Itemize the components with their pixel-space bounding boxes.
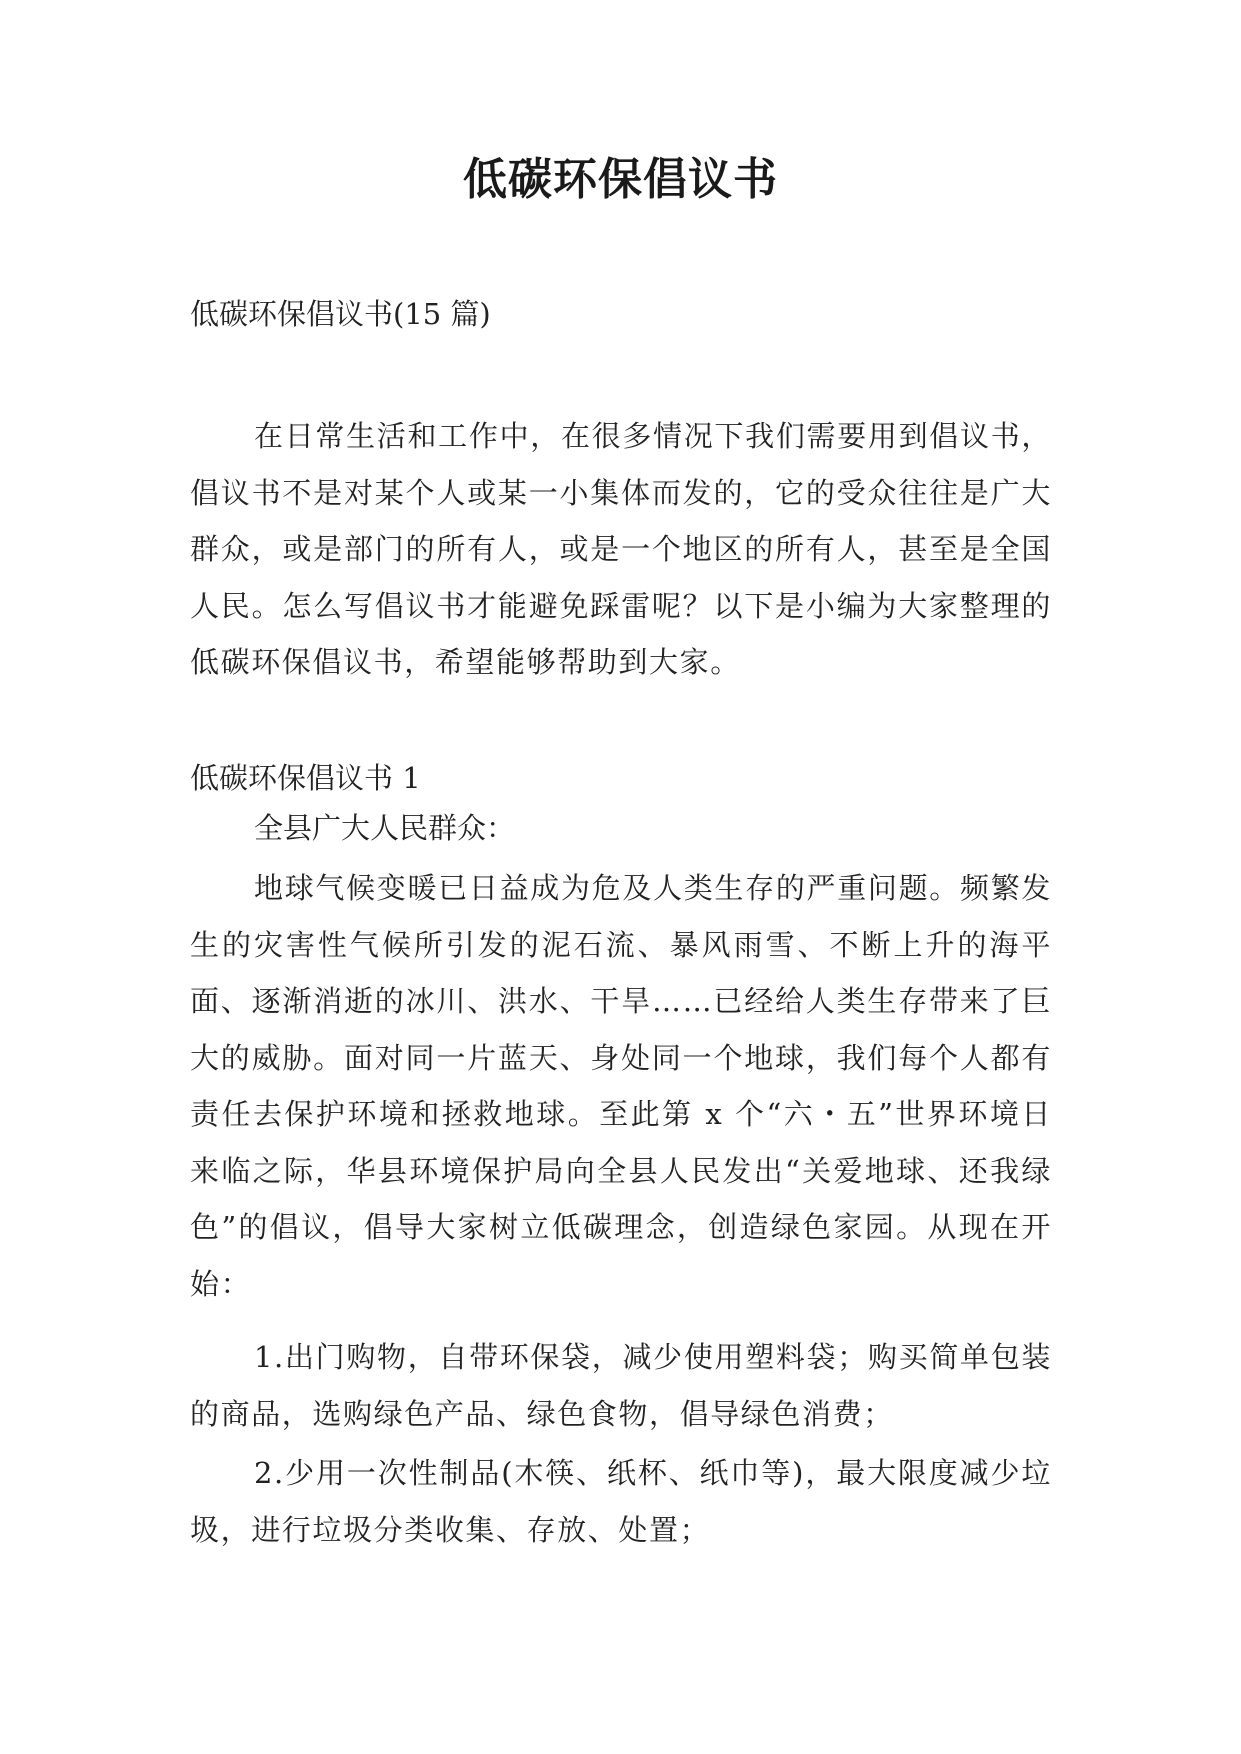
body-paragraph: 地球气候变暖已日益成为危及人类生存的严重问题。频繁发生的灾害性气候所引发的泥石流、暴风雨雪、不断上升的海平面、逐渐消逝的冰川、洪水、干旱……已经给人类生存带来了巨大的威胁。面对同一片蓝天、身处同一个地球，我们每个人都有责任去保护环境和拯救地球。至此第 x 个“六・五”世界环境日来临之际，华县环境保护局向全县人民发出“关爱地球、还我绿色”的倡议，倡导大家树立低碳理念，创造绿色家园。从现在开始：: [190, 871, 1052, 1301]
list-item: 2.少用一次性制品(木筷、纸杯、纸巾等)，最大限度减少垃圾，进行垃圾分类收集、存放、处置；: [190, 1456, 1052, 1547]
section-heading: 低碳环保倡议书 1: [190, 761, 421, 795]
salutation: 全县广大人民群众：: [254, 811, 516, 845]
document-subtitle: 低碳环保倡议书(15 篇): [190, 297, 491, 331]
list-item: 1.出门购物，自带环保袋，减少使用塑料袋；购买简单包装的商品，选购绿色产品、绿色食物，倡导绿色消费；: [190, 1340, 1052, 1431]
intro-paragraph: 在日常生活和工作中，在很多情况下我们需要用到倡议书，倡议书不是对某个人或某一小集体而发的，它的受众往往是广大群众，或是部门的所有人，或是一个地区的所有人，甚至是全国人民。怎么写倡议书才能避免踩雷呢？以下是小编为大家整理的低碳环保倡议书，希望能够帮助到大家。: [190, 419, 1052, 679]
document-title: 低碳环保倡议书: [463, 154, 778, 205]
